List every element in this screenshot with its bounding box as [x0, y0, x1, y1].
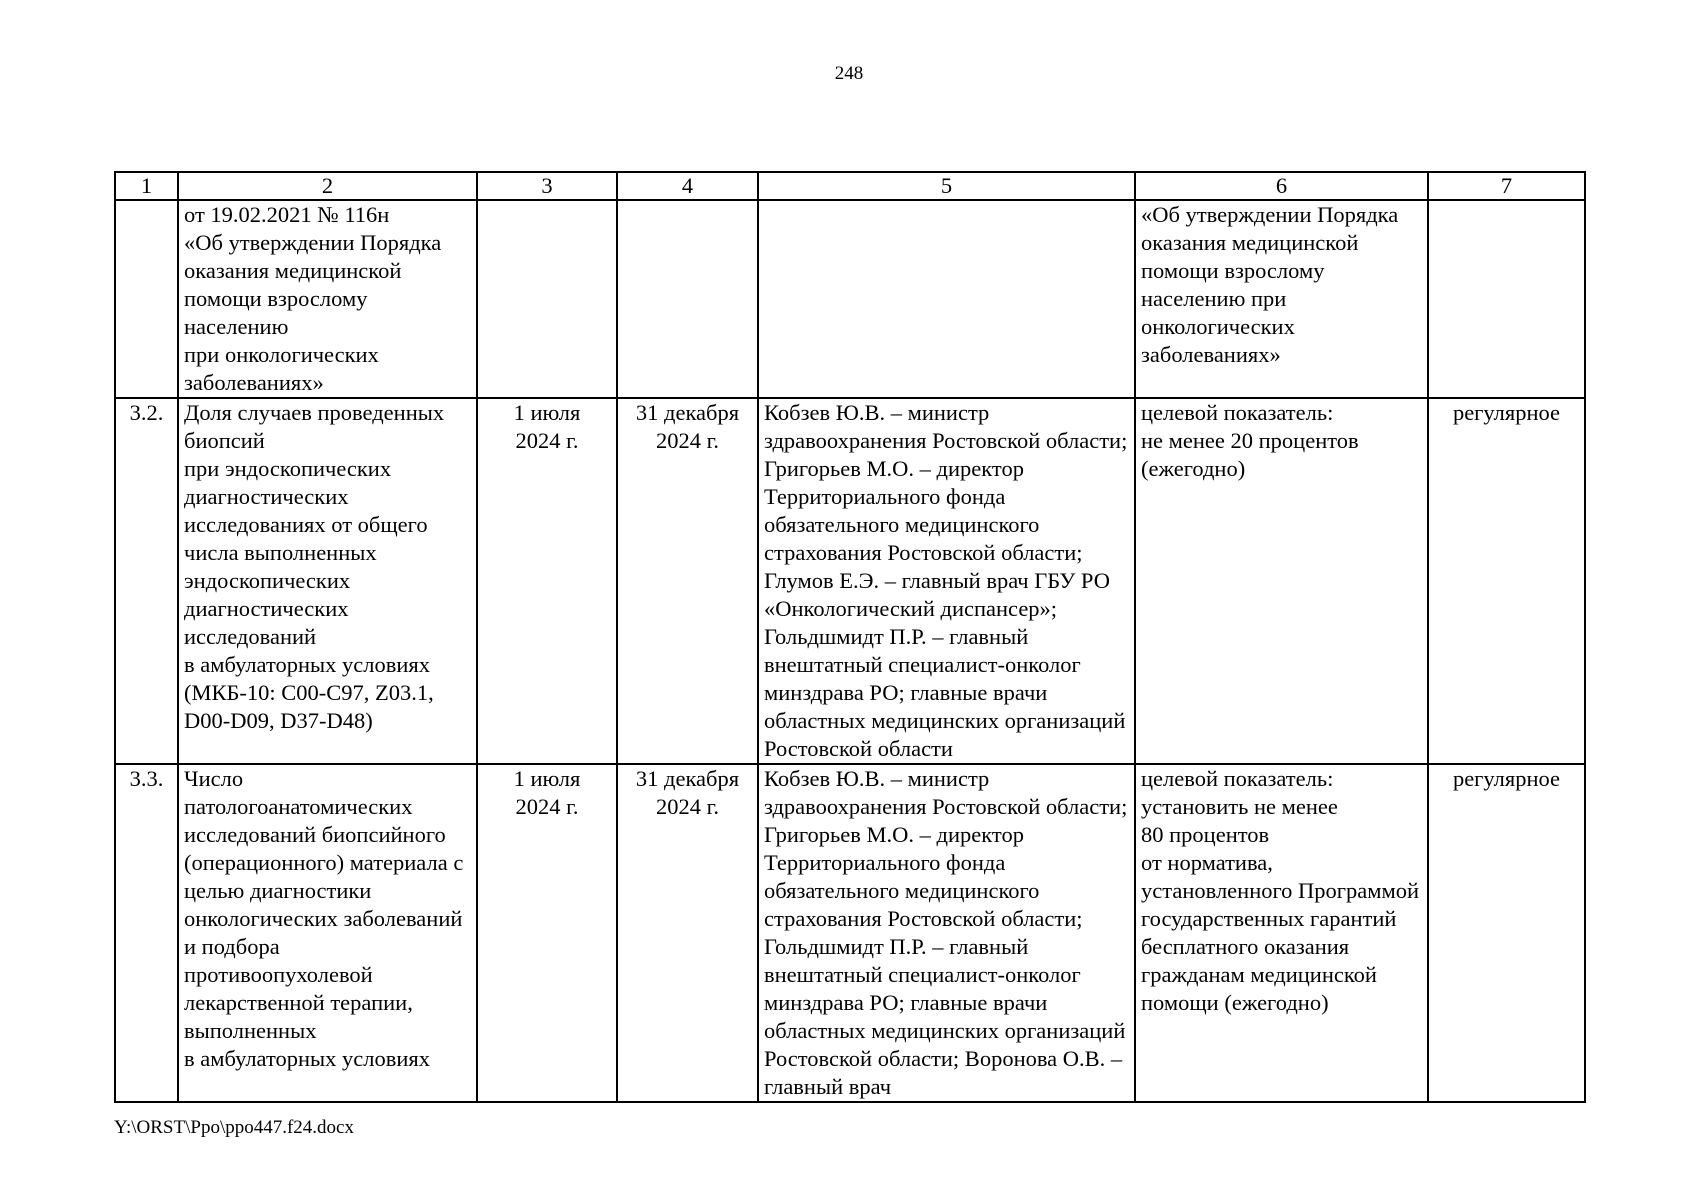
row-number: 3.2.	[115, 398, 178, 764]
column-header: 7	[1428, 172, 1585, 200]
responsible-persons	[758, 200, 1135, 398]
activity-type: регулярное	[1428, 398, 1585, 764]
page-number: 248	[834, 63, 864, 84]
row-number	[115, 200, 178, 398]
column-header: 5	[758, 172, 1135, 200]
footer-file-path: Y:\ORST\Ppo\ppo447.f24.docx	[114, 1117, 354, 1138]
column-header: 6	[1135, 172, 1428, 200]
activity-name: от 19.02.2021 № 116н «Об утверждении Порядка оказания медицинской помощи взрослому населению при онкологических заболеваниях»	[178, 200, 477, 398]
end-date: 31 декабря 2024 г.	[617, 398, 758, 764]
expected-result: целевой показатель: установить не менее 80 процентов от норматива, установленного Программой государственных гарантий бесплатного оказания гражданам медицинской помощи (ежегодно)	[1135, 764, 1428, 1102]
table-row	[115, 200, 1585, 398]
responsible-persons: Кобзев Ю.В. – министр здравоохранения Ростовской области; Григорьев М.О. – директор Территориального фонда обязательного медицинского страхования Ростовской области; Гольдшмидт П.Р. – главный внештатный специалист-онколог минздрава РО; главные врачи областных медицинских организаций Ростовской области; Воронова О.В. – главный врач	[758, 764, 1135, 1102]
end-date: 31 декабря 2024 г.	[617, 764, 758, 1102]
start-date	[477, 200, 617, 398]
table-row	[115, 398, 1585, 764]
activity-name: Доля случаев проведенных биопсий при эндоскопических диагностических исследованиях от общего числа выполненных эндоскопических диагностических исследований в амбулаторных условиях (МКБ-10: C00-C97, Z03.1, D00-D09, D37-D48)	[178, 398, 477, 764]
responsible-persons: Кобзев Ю.В. – министр здравоохранения Ростовской области; Григорьев М.О. – директор Территориального фонда обязательного медицинского страхования Ростовской области; Глумов Е.Э. – главный врач ГБУ РО «Онкологический диспансер»; Гольдшмидт П.Р. – главный внештатный специалист-онколог минздрава РО; главные врачи областных медицинских организаций Ростовской области	[758, 398, 1135, 764]
end-date	[617, 200, 758, 398]
column-header: 1	[115, 172, 178, 200]
expected-result: целевой показатель: не менее 20 процентов (ежегодно)	[1135, 398, 1428, 764]
column-header: 4	[617, 172, 758, 200]
row-number: 3.3.	[115, 764, 178, 1102]
start-date: 1 июля 2024 г.	[477, 764, 617, 1102]
table-header-row	[115, 172, 1585, 200]
column-header: 3	[477, 172, 617, 200]
column-header: 2	[178, 172, 477, 200]
activity-name: Число патологоанатомических исследований биопсийного (операционного) материала с целью диагностики онкологических заболеваний и подбора противоопухолевой лекарственной терапии, выполненных в амбулаторных условиях	[178, 764, 477, 1102]
activity-type	[1428, 200, 1585, 398]
document-table	[114, 171, 1586, 1103]
table-row	[115, 764, 1585, 1102]
start-date: 1 июля 2024 г.	[477, 398, 617, 764]
activity-type: регулярное	[1428, 764, 1585, 1102]
expected-result: «Об утверждении Порядка оказания медицинской помощи взрослому населению при онкологических заболеваниях»	[1135, 200, 1428, 398]
